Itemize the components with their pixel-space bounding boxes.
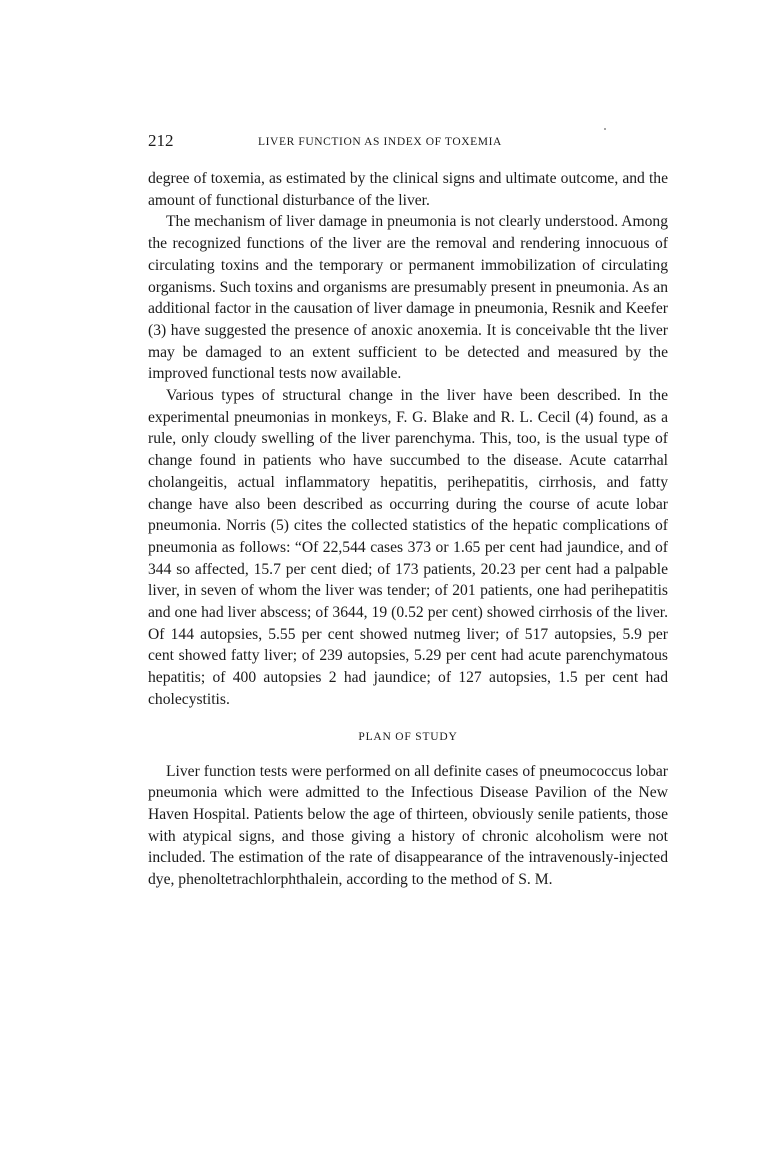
page-number: 212 bbox=[148, 131, 174, 150]
running-header bbox=[148, 130, 668, 152]
document-page bbox=[148, 130, 668, 891]
paragraph-mechanism: The mechanism of liver damage in pneumonia is not clearly understood. Among the recognized functions of the liver are the removal and rendering innocuous of circulating toxins and the temporary or permanent immobilization of circulating organisms. Such toxins and organisms are presumably present in pneumonia. As an additional factor in the causation of liver damage in pneumonia, Resnik and Keefer (3) have suggested the presence of anoxic anoxemia. It is conceivable tht the liver may be damaged to an extent sufficient to be detected and measured by the improved functional tests now available. bbox=[148, 213, 668, 383]
section-heading: PLAN OF STUDY bbox=[358, 730, 458, 743]
running-title: LIVER FUNCTION AS INDEX OF TOXEMIA bbox=[258, 136, 502, 148]
paragraph-continuation: degree of toxemia, as estimated by the clinical signs and ultimate outcome, and the amount of functional disturbance of the liver. bbox=[148, 170, 668, 209]
paragraph-plan-of-study: Liver function tests were performed on all definite cases of pneumococcus lobar pneumonia which were admitted to the Infectious Disease Pavilion of the New Haven Hospital. Patients below the age of thirteen, obviously senile patients, those with atypical signs, and those giving a history of chronic alcoholism were not included. The estimation of the rate of disappearance of the intravenously-injected dye, phenoltetrachlorphthalein, according to the method of S. M. bbox=[148, 762, 668, 889]
body-text bbox=[148, 168, 668, 891]
paragraph-structural-change: Various types of structural change in the liver have been described. In the experimental pneumonias in monkeys, F. G. Blake and R. L. Cecil (4) found, as a rule, only cloudy swelling of the liver parenchyma. This, too, is the usual type of change found in patients who have succumbed to the disease. Acute catarrhal cholangeitis, actual inflammatory hepatitis, perihepatitis, cirrhosis, and fatty change have also been described as occurring during the course of acute lobar pneumonia. Norris (5) cites the collected statistics of the hepatic complications of pneumonia as follows: “Of 22,544 cases 373 or 1.65 per cent had jaundice, and of 344 so affected, 15.7 per cent died; of 173 patients, 20.23 per cent had a palpable liver, in seven of whom the liver was tender; of 201 patients, one had perihepatitis and one had liver abscess; of 3644, 19 (0.52 per cent) showed cirrhosis of the liver. Of 144 autopsies, 5.55 per cent showed nutmeg liver; of 517 autopsies, 5.9 per cent showed fatty liver; of 239 autopsies, 5.29 per cent had acute parenchymatous hepatitis; of 400 autopsies 2 had jaundice; of 127 autopsies, 1.5 per cent had cholecystitis. bbox=[148, 387, 668, 708]
